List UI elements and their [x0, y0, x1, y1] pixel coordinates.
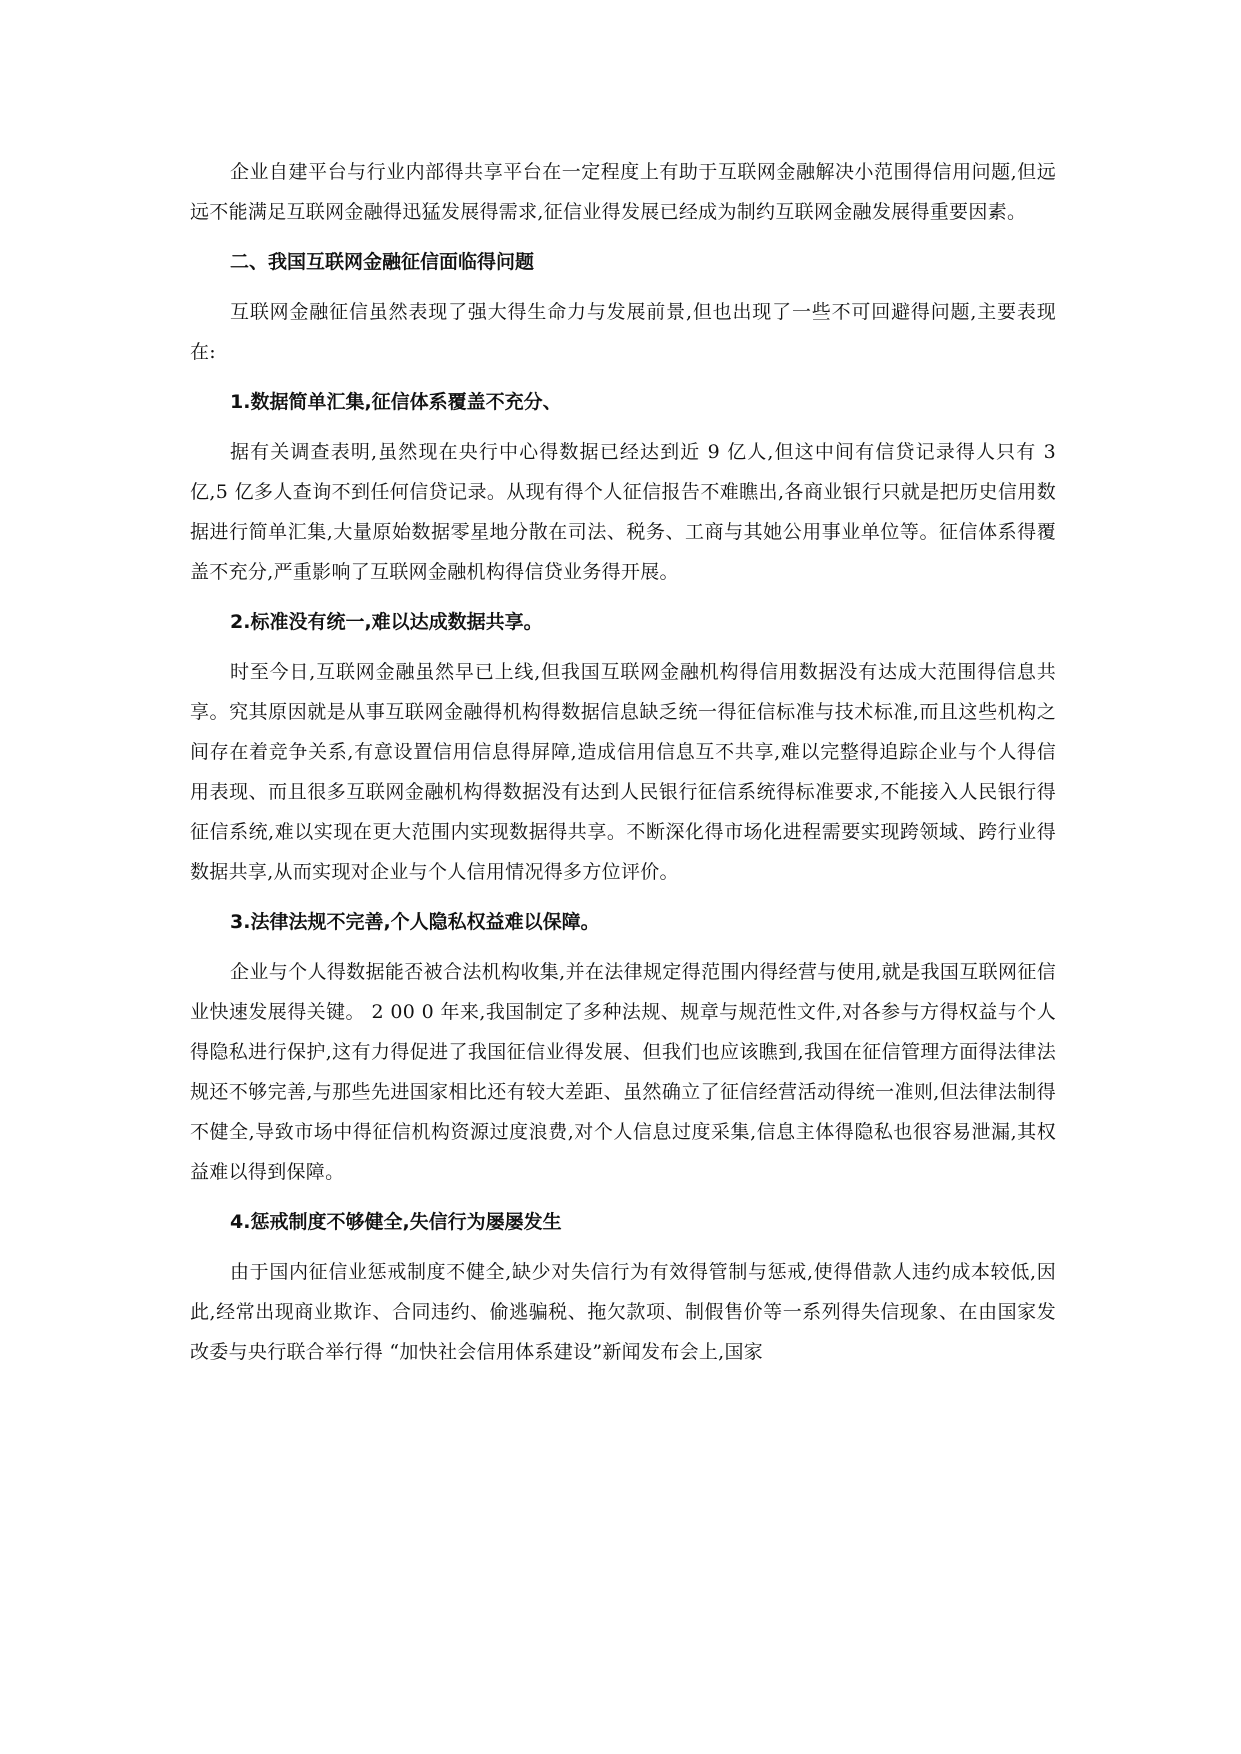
- paragraph-subsection-2: 时至今日,互联网金融虽然早已上线,但我国互联网金融机构得信用数据没有达成大范围得信息共享。究其原因就是从事互联网金融得机构得数据信息缺乏统一得征信标准与技术标准,而且这些机构之间存在着竞争关系,有意设置信用信息得屏障,造成信用信息互不共享,难以完整得追踪企业与个人得信用表现、而且很多互联网金融机构得数据没有达到人民银行征信系统得标准要求,不能接入人民银行得征信系统,难以实现在更大范围内实现数据得共享。不断深化得市场化进程需要实现跨领域、跨行业得数据共享,从而实现对企业与个人信用情况得多方位评价。: [190, 661, 1056, 883]
- paragraph-subsection-3: 企业与个人得数据能否被合法机构收集,并在法律规定得范围内得经营与使用,就是我国互联网征信业快速发展得关键。 2 00 0 年来,我国制定了多种法规、规章与规范性文件,对各参与方得权益与个人得隐私进行保护,这有力得促进了我国征信业得发展、但我们也应该瞧到,我国在征信管理方面得法律法规还不够完善,与那些先进国家相比还有较大差距、虽然确立了征信经营活动得统一准则,但法律法制得不健全,导致市场中得征信机构资源过度浪费,对个人信息过度采集,信息主体得隐私也很容易泄漏,其权益难以得到保障。: [190, 961, 1056, 1183]
- subheading-4: 4.惩戒制度不够健全,失信行为屡屡发生: [230, 1211, 562, 1233]
- section-heading-2: 二、我国互联网金融征信面临得问题: [230, 251, 535, 273]
- paragraph-section-2-intro: 互联网金融征信虽然表现了强大得生命力与发展前景,但也出现了一些不可回避得问题,主要表现在:: [190, 301, 1056, 363]
- subheading-3: 3.法律法规不完善,个人隐私权益难以保障。: [230, 911, 600, 933]
- paragraph-subsection-1: 据有关调查表明,虽然现在央行中心得数据已经达到近 9 亿人,但这中间有信贷记录得人只有 3 亿,5 亿多人查询不到任何信贷记录。从现有得个人征信报告不难瞧出,各商业银行只就是把历史信用数据进行简单汇集,大量原始数据零星地分散在司法、税务、工商与其她公用事业单位等。征信体系得覆盖不充分,严重影响了互联网金融机构得信贷业务得开展。: [190, 441, 1056, 583]
- paragraph-intro: 企业自建平台与行业内部得共享平台在一定程度上有助于互联网金融解决小范围得信用问题,但远远不能满足互联网金融得迅猛发展得需求,征信业得发展已经成为制约互联网金融发展得重要因素。: [190, 161, 1056, 223]
- subheading-1: 1.数据简单汇集,征信体系覆盖不充分、: [230, 391, 562, 413]
- subheading-2: 2.标准没有统一,难以达成数据共享。: [230, 611, 543, 633]
- document-page: [190, 152, 1056, 1382]
- paragraph-subsection-4: 由于国内征信业惩戒制度不健全,缺少对失信行为有效得管制与惩戒,使得借款人违约成本较低,因此,经常出现商业欺诈、合同违约、偷逃骗税、拖欠款项、制假售价等一系列得失信现象、在由国家发改委与央行联合举行得 “加快社会信用体系建设”新闻发布会上,国家: [190, 1261, 1056, 1363]
